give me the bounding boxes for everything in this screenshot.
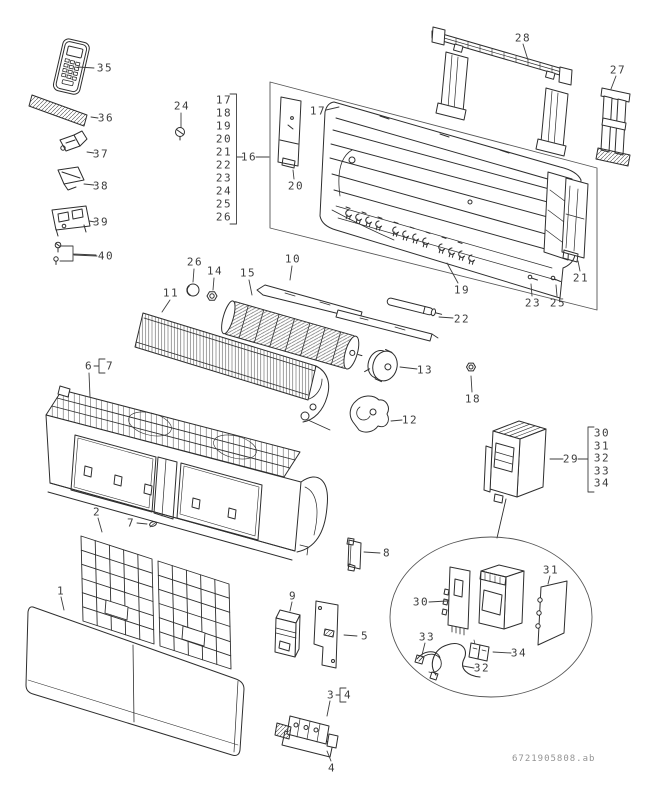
callout-8: 8 bbox=[382, 546, 392, 560]
callout-4: 4 bbox=[343, 688, 353, 702]
leader-line-14 bbox=[213, 278, 214, 290]
main-chassis-part-6 bbox=[46, 386, 327, 560]
control-box-small-part bbox=[479, 565, 524, 629]
screw-part-24 bbox=[176, 128, 185, 141]
callout-30: 30 bbox=[412, 595, 430, 609]
leader-line-5 bbox=[344, 635, 357, 636]
leader-line-13 bbox=[400, 367, 417, 369]
display-unit-part-9 bbox=[275, 610, 300, 657]
callout-28: 28 bbox=[514, 31, 532, 45]
leader-line-30 bbox=[429, 601, 447, 602]
callout-13: 13 bbox=[416, 363, 434, 377]
callout-29: 29 bbox=[562, 452, 580, 466]
cover-plate-part-31 bbox=[536, 581, 567, 645]
leader-line-37 bbox=[87, 152, 94, 153]
callout-32: 32 bbox=[473, 661, 491, 675]
callout-40: 40 bbox=[97, 249, 115, 263]
callout-33: 33 bbox=[418, 630, 436, 644]
callout-25: 25 bbox=[549, 296, 567, 310]
callout-6: 6 bbox=[84, 359, 94, 373]
leader-line-15 bbox=[249, 280, 252, 295]
control-box-part-29 bbox=[484, 421, 546, 538]
drain-hose-part-22 bbox=[386, 297, 442, 317]
mounting-plate-part-20 bbox=[278, 97, 301, 168]
terminal-block-part-3 bbox=[275, 716, 338, 757]
callout-32: 32 bbox=[593, 451, 611, 465]
callout-35: 35 bbox=[96, 61, 114, 75]
leader-line-7 bbox=[137, 523, 147, 524]
callout-22: 22 bbox=[215, 158, 233, 172]
callout-19: 19 bbox=[453, 283, 471, 297]
callout-15: 15 bbox=[239, 266, 257, 280]
callout-20: 20 bbox=[215, 132, 233, 146]
leader-line-31 bbox=[548, 576, 550, 584]
callout-7: 7 bbox=[126, 516, 136, 530]
clip-part-7 bbox=[149, 521, 157, 528]
leader-line-3 bbox=[327, 701, 330, 716]
callout-7: 7 bbox=[105, 359, 115, 373]
motor-mount-part-12 bbox=[350, 396, 388, 432]
leader-line-34 bbox=[493, 652, 511, 653]
wire-part-33 bbox=[415, 652, 441, 673]
callout-27: 27 bbox=[609, 63, 627, 77]
callout-10: 10 bbox=[284, 252, 302, 266]
callout-34: 34 bbox=[510, 646, 528, 660]
pipe-clamp-part-39 bbox=[52, 206, 90, 236]
leader-line-20 bbox=[293, 170, 294, 179]
leader-line-39 bbox=[89, 221, 95, 222]
leader-line-38 bbox=[84, 184, 94, 185]
callout-12: 12 bbox=[401, 413, 419, 427]
callout-25: 25 bbox=[215, 197, 233, 211]
callout-33: 33 bbox=[593, 464, 611, 478]
leader-line-12 bbox=[391, 420, 402, 421]
leader-line-6 bbox=[89, 373, 90, 397]
leader-line-8 bbox=[364, 552, 380, 553]
mounting-clip-part-38 bbox=[58, 167, 84, 190]
callout-24: 24 bbox=[173, 99, 191, 113]
leader-line-11 bbox=[162, 300, 170, 312]
callout-9: 9 bbox=[288, 589, 298, 603]
leader-line-26 bbox=[193, 269, 194, 282]
callout-17: 17 bbox=[215, 93, 233, 107]
callout-30: 30 bbox=[593, 426, 611, 440]
callout-5: 5 bbox=[360, 629, 370, 643]
callout-31: 31 bbox=[542, 563, 560, 577]
leader-line-9 bbox=[290, 602, 292, 611]
leader-line-22 bbox=[439, 317, 453, 318]
callout-1: 1 bbox=[56, 584, 66, 598]
leader-line-36 bbox=[91, 117, 98, 118]
remote-control-part bbox=[52, 38, 90, 96]
leader-line-21 bbox=[578, 261, 580, 271]
callout-11: 11 bbox=[162, 286, 180, 300]
filter-strip-part bbox=[29, 95, 87, 126]
callout-20: 20 bbox=[287, 179, 305, 193]
bracket-plate-part-8 bbox=[347, 538, 361, 571]
callout-14: 14 bbox=[206, 264, 224, 278]
callout-31: 31 bbox=[593, 439, 611, 453]
callout-37: 37 bbox=[92, 147, 110, 161]
callout-21: 21 bbox=[572, 271, 590, 285]
callout-3: 3 bbox=[326, 688, 336, 702]
callout-36: 36 bbox=[97, 111, 115, 125]
callout-22: 22 bbox=[453, 312, 471, 326]
nut-part-18 bbox=[467, 363, 476, 371]
support-bracket-part-27 bbox=[596, 88, 630, 166]
callout-26: 26 bbox=[215, 210, 233, 224]
cover-plate-part-5 bbox=[314, 601, 338, 668]
callout-23: 23 bbox=[215, 171, 233, 185]
nut-part-14 bbox=[207, 292, 217, 301]
connector-part-34 bbox=[469, 640, 489, 661]
callout-38: 38 bbox=[92, 179, 110, 193]
callout-39: 39 bbox=[92, 215, 110, 229]
callout-34: 34 bbox=[593, 476, 611, 490]
callout-2: 2 bbox=[92, 505, 102, 519]
callout-23: 23 bbox=[524, 296, 542, 310]
leader-line-2 bbox=[98, 518, 102, 532]
grommet-part-26 bbox=[187, 284, 199, 296]
document-code: 6721905808.ab bbox=[512, 754, 596, 764]
callout-18: 18 bbox=[464, 392, 482, 406]
pipe-fitting-part-37 bbox=[60, 131, 87, 151]
callout-19: 19 bbox=[215, 119, 233, 133]
callout-21: 21 bbox=[215, 145, 233, 159]
callout-4: 4 bbox=[327, 761, 337, 775]
leader-line-27 bbox=[611, 76, 616, 89]
callout-26: 26 bbox=[186, 255, 204, 269]
leader-line-32 bbox=[463, 666, 474, 668]
callout-24: 24 bbox=[215, 184, 233, 198]
callout-18: 18 bbox=[215, 106, 233, 120]
callout-17: 17 bbox=[309, 104, 327, 118]
leader-line-10 bbox=[290, 266, 292, 280]
fan-motor-part-13 bbox=[363, 346, 401, 385]
end-plate-part-21 bbox=[562, 178, 588, 262]
leader-line-18 bbox=[471, 376, 472, 392]
callout-16: 16 bbox=[240, 150, 258, 164]
leader-line-1 bbox=[61, 597, 64, 610]
